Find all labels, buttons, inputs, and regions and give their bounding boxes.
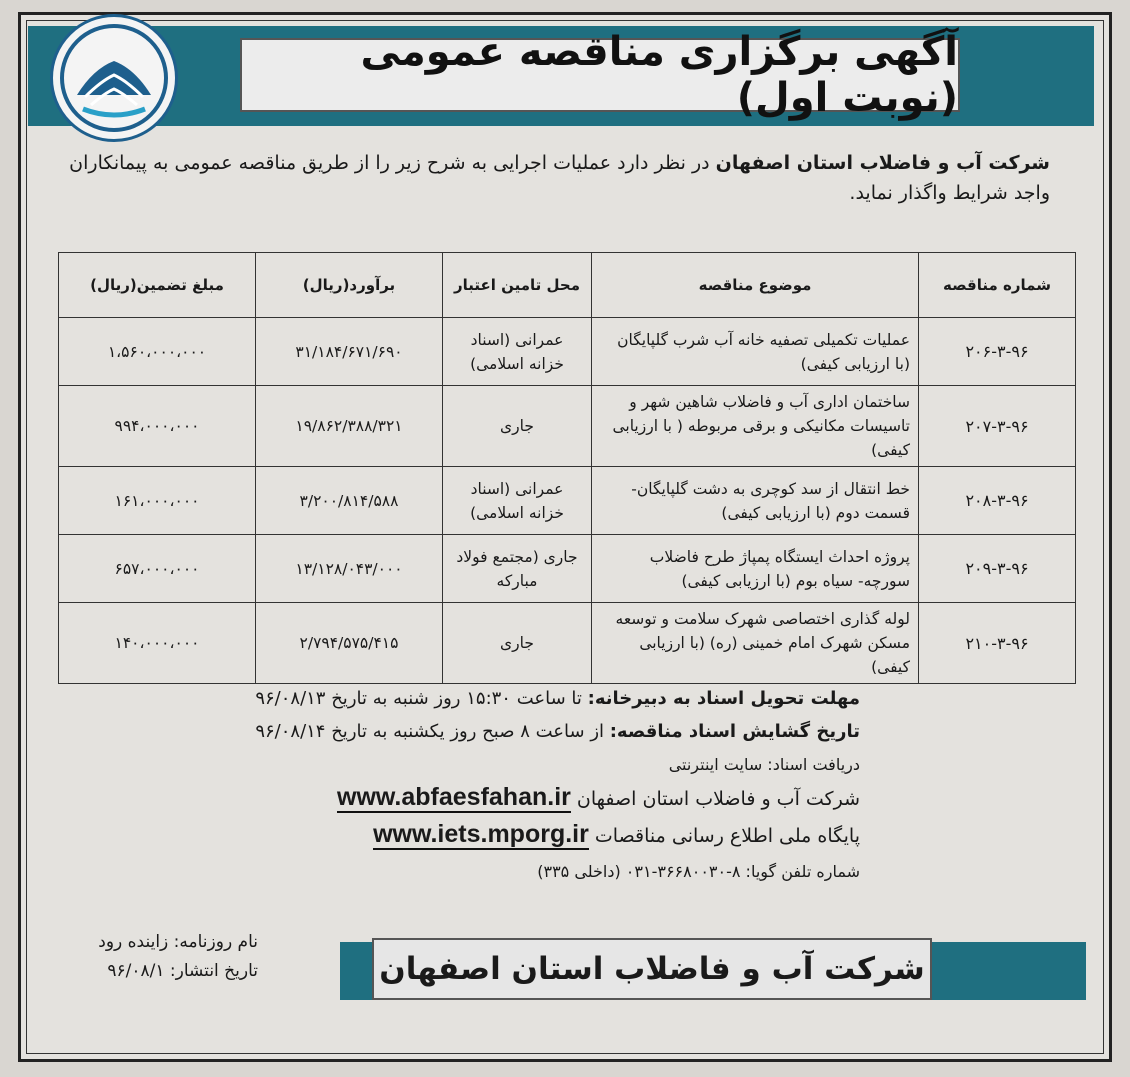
row-subject: خط انتقال از سد کوچری به دشت گلپایگان- قسمت دوم (با ارزیابی کیفی) — [592, 467, 919, 535]
table-row — [59, 467, 1076, 535]
row-number: ۲۰۶-۳-۹۶ — [919, 318, 1076, 386]
water-company-logo-icon — [50, 14, 178, 142]
tenders-table — [58, 252, 1076, 684]
footer-company: شرکت آب و فاضلاب استان اصفهان — [379, 951, 925, 987]
opening-line — [220, 715, 860, 748]
row-guarantee: ۱۴۰،۰۰۰،۰۰۰ — [59, 603, 256, 684]
title-box — [240, 29, 960, 121]
row-estimate: ۲/۷۹۴/۵۷۵/۴۱۵ — [256, 603, 443, 684]
row-subject: ساختمان اداری آب و فاضلاب شاهین شهر و تاسیسات مکانیکی و برقی مربوطه ( با ارزیابی کیفی) — [592, 386, 919, 467]
newspaper-name: نام روزنامه: زاینده رود — [98, 932, 258, 952]
site1-label: شرکت آب و فاضلاب استان اصفهان — [576, 788, 860, 810]
intro-paragraph — [56, 148, 1050, 208]
intro-company: شرکت آب و فاضلاب استان اصفهان — [715, 152, 1050, 174]
header-number: شماره مناقصه — [919, 253, 1076, 318]
phone-line: شماره تلفن گویا: ۸-۳۶۶۸۰۰۳۰-۰۳۱ (داخلی ۳۳۵) — [537, 862, 860, 881]
opening-label: تاریخ گشایش اسناد مناقصه: — [609, 721, 860, 742]
row-number: ۲۰۷-۳-۹۶ — [919, 386, 1076, 467]
row-number: ۲۰۹-۳-۹۶ — [919, 535, 1076, 603]
delivery-value: تا ساعت ۱۵:۳۰ روز شنبه به تاریخ ۹۶/۰۸/۱۳ — [255, 688, 588, 709]
footer-box — [372, 938, 932, 1000]
row-funding: جاری — [443, 603, 592, 684]
site2-link[interactable]: www.iets.mporg.ir — [373, 820, 589, 848]
table-header-row — [59, 253, 1076, 318]
row-subject: پروژه احداث ایستگاه پمپاژ طرح فاضلاب سورچه- سیاه بوم (با ارزیابی کیفی) — [592, 535, 919, 603]
delivery-label: مهلت تحویل اسناد به دبیرخانه: — [587, 688, 860, 709]
row-estimate: ۳/۲۰۰/۸۱۴/۵۸۸ — [256, 467, 443, 535]
publish-date: تاریخ انتشار: ۹۶/۰۸/۱ — [107, 961, 258, 981]
row-funding: جاری — [443, 386, 592, 467]
row-guarantee: ۱،۵۶۰،۰۰۰،۰۰۰ — [59, 318, 256, 386]
table-row — [59, 603, 1076, 684]
page-title: آگهی برگزاری مناقصه عمومی (نوبت اول) — [360, 29, 958, 121]
row-number: ۲۰۸-۳-۹۶ — [919, 467, 1076, 535]
opening-value: از ساعت ۸ صبح روز یکشنبه به تاریخ ۹۶/۰۸/۱۴ — [255, 721, 610, 742]
deadlines-block — [220, 682, 860, 888]
row-guarantee: ۶۵۷،۰۰۰،۰۰۰ — [59, 535, 256, 603]
intro-text: در نظر دارد عملیات اجرایی به شرح زیر را از طریق مناقصه عمومی به پیمانکاران واجد شرایط واگذار نماید. — [69, 152, 1050, 204]
row-number: ۲۱۰-۳-۹۶ — [919, 603, 1076, 684]
header-guarantee: مبلغ تضمین(ریال) — [59, 253, 256, 318]
row-subject: عملیات تکمیلی تصفیه خانه آب شرب گلپایگان (با ارزیابی کیفی) — [592, 318, 919, 386]
row-estimate: ۱۳/۱۲۸/۰۴۳/۰۰۰ — [256, 535, 443, 603]
site2-label: پایگاه ملی اطلاع رسانی مناقصات — [594, 825, 860, 847]
table-row — [59, 318, 1076, 386]
row-estimate: ۱۹/۸۶۲/۳۸۸/۳۲۱ — [256, 386, 443, 467]
row-funding: جاری (مجتمع فولاد مبارکه — [443, 535, 592, 603]
row-guarantee: ۹۹۴،۰۰۰،۰۰۰ — [59, 386, 256, 467]
row-subject: لوله گذاری اختصاصی شهرک سلامت و توسعه مسکن شهرک امام خمینی (ره) (با ارزیابی کیفی) — [592, 603, 919, 684]
row-estimate: ۳۱/۱۸۴/۶۷۱/۶۹۰ — [256, 318, 443, 386]
delivery-line — [220, 682, 860, 715]
site2-row — [220, 818, 860, 855]
site1-row — [220, 781, 860, 818]
header-estimate: برآورد(ریال) — [256, 253, 443, 318]
header-subject: موضوع مناقصه — [592, 253, 919, 318]
row-funding: عمرانی (اسناد خزانه اسلامی) — [443, 467, 592, 535]
site1-link[interactable]: www.abfaesfahan.ir — [337, 783, 571, 811]
docs-line: دریافت اسناد: سایت اینترنتی — [668, 755, 860, 774]
table-row — [59, 535, 1076, 603]
row-guarantee: ۱۶۱،۰۰۰،۰۰۰ — [59, 467, 256, 535]
header-funding: محل تامین اعتبار — [443, 253, 592, 318]
table-row — [59, 386, 1076, 467]
row-funding: عمرانی (اسناد خزانه اسلامی) — [443, 318, 592, 386]
newspaper-info — [58, 928, 258, 986]
